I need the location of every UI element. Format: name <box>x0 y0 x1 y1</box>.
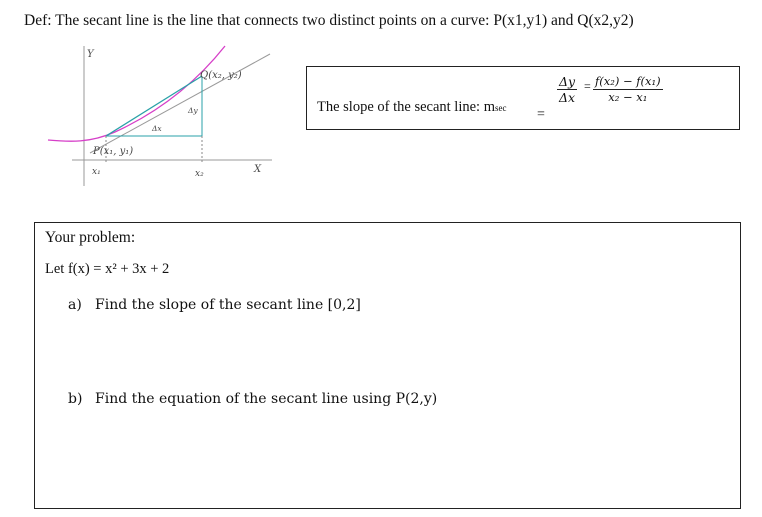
secant-diagram <box>40 40 280 190</box>
part-b <box>68 391 437 407</box>
part-a-marker: a) <box>68 297 82 313</box>
definition-text: Def: The secant line is the line that connects two distinct points on a curve: P(x1,y1) and Q(x2,y2) <box>24 12 634 29</box>
slope-subscript: sec <box>494 103 507 113</box>
problem-title: Your problem: <box>45 229 136 246</box>
q-point-label: Q(x₂, y₂) <box>200 70 242 81</box>
part-a-text: Find the slope of the secant line [0,2] <box>95 297 361 313</box>
delta-x: Δx <box>559 90 576 105</box>
equals-sign: = <box>537 107 545 122</box>
slope-text: The slope of the secant line: m <box>317 99 495 115</box>
part-b-marker: b) <box>68 391 83 407</box>
slope-label <box>317 99 506 116</box>
p-point-label: P(x₁, y₁) <box>93 146 134 157</box>
part-a <box>68 297 361 313</box>
x1-label: x₁ <box>92 167 101 177</box>
fraction-denominator: x₂ − x₁ <box>608 90 648 104</box>
delta-fraction <box>557 74 577 105</box>
x-axis-label: X <box>254 164 262 175</box>
part-b-text: Find the equation of the secant line using P(2,y) <box>95 391 438 407</box>
problem-function: Let f(x) = x² + 3x + 2 <box>45 261 170 277</box>
fraction-numerator: f(x₂) − f(x₁) <box>595 74 661 88</box>
delta-y-label: Δy <box>188 106 198 115</box>
delta-y: Δy <box>559 74 576 89</box>
equals-sign-2: = <box>584 79 591 93</box>
slope-formula-box <box>306 66 740 130</box>
tangent-line <box>90 54 270 153</box>
y-axis-label: Y <box>87 49 94 60</box>
function-fraction <box>593 74 663 105</box>
x2-label: x₂ <box>195 169 204 179</box>
delta-x-label: Δx <box>152 124 162 133</box>
problem-box <box>34 222 741 509</box>
